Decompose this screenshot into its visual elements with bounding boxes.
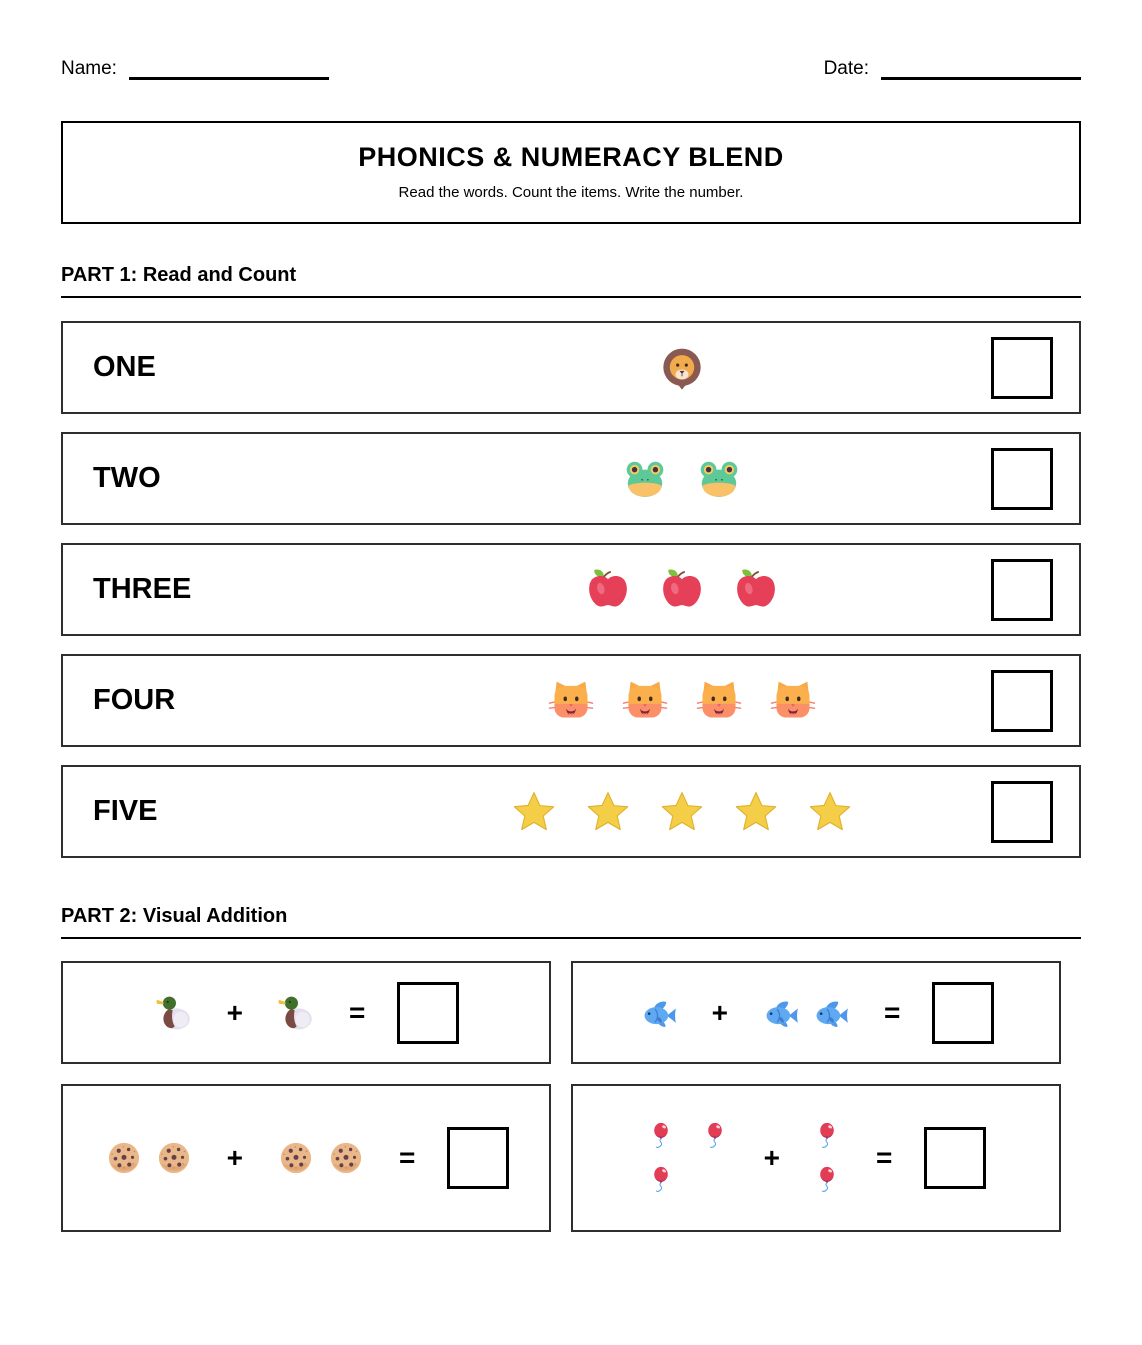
equals-sign: =	[399, 1142, 416, 1173]
addition-problem-fish	[571, 961, 1061, 1064]
apple-icon	[733, 567, 779, 613]
star-icon	[659, 789, 705, 835]
equals-sign: =	[349, 996, 366, 1028]
cat-icon	[548, 678, 594, 724]
answer-box[interactable]	[447, 1127, 509, 1189]
balloon-icon	[812, 1121, 842, 1151]
answer-box[interactable]	[991, 670, 1053, 732]
cat-icon	[622, 678, 668, 724]
addition-problem-balloons	[571, 1084, 1061, 1232]
duck-icon	[153, 992, 195, 1034]
fish-icon	[760, 992, 802, 1034]
addend-group-left	[646, 1121, 732, 1195]
part1-heading: PART 1: Read and Count	[61, 264, 1081, 298]
star-icon	[511, 789, 557, 835]
apple-icon	[585, 567, 631, 613]
answer-box[interactable]	[932, 982, 994, 1044]
worksheet-instructions: Read the words. Count the items. Write the number.	[398, 184, 744, 201]
answer-box[interactable]	[991, 448, 1053, 510]
cookie-icon	[325, 1137, 367, 1179]
emoji-group	[373, 456, 991, 502]
date-input-line[interactable]	[881, 64, 1081, 80]
addend-group-right	[812, 1121, 844, 1195]
addend-group-left	[638, 992, 680, 1034]
date-label: Date:	[823, 58, 869, 79]
date-field	[824, 58, 1081, 80]
emoji-group	[373, 567, 991, 613]
plus-sign: +	[763, 1142, 780, 1173]
star-icon	[807, 789, 853, 835]
balloon-icon	[646, 1165, 676, 1195]
read-count-row-three	[61, 543, 1081, 636]
answer-box[interactable]	[991, 781, 1053, 843]
addition-problem-ducks	[61, 961, 551, 1064]
equals-sign: =	[884, 996, 901, 1028]
plus-sign: +	[226, 1142, 243, 1173]
star-icon	[585, 789, 631, 835]
duck-icon	[275, 992, 317, 1034]
balloon-icon	[646, 1121, 676, 1151]
equals-sign: =	[876, 1142, 893, 1173]
cookie-icon	[103, 1137, 145, 1179]
balloon-icon	[700, 1121, 730, 1151]
number-word: TWO	[93, 462, 161, 494]
emoji-group	[373, 345, 991, 391]
number-word: ONE	[93, 351, 156, 383]
addend-group-right	[760, 992, 852, 1034]
fish-icon	[638, 992, 680, 1034]
apple-icon	[659, 567, 705, 613]
cat-icon	[696, 678, 742, 724]
fish-icon	[810, 992, 852, 1034]
answer-box[interactable]	[397, 982, 459, 1044]
read-count-row-four	[61, 654, 1081, 747]
addend-group-right	[275, 992, 317, 1034]
name-label: Name:	[61, 58, 117, 79]
plus-sign: +	[711, 996, 728, 1028]
number-word: FOUR	[93, 684, 176, 716]
frog-icon	[622, 456, 668, 502]
name-input-line[interactable]	[129, 64, 329, 80]
number-word: FIVE	[93, 795, 158, 827]
plus-sign: +	[226, 996, 243, 1028]
answer-box[interactable]	[924, 1127, 986, 1189]
cookie-icon	[275, 1137, 317, 1179]
worksheet-title: PHONICS & NUMERACY BLEND	[358, 142, 784, 172]
part2-heading: PART 2: Visual Addition	[61, 905, 1081, 939]
title-box	[61, 121, 1081, 224]
read-count-row-five	[61, 765, 1081, 858]
cookie-icon	[153, 1137, 195, 1179]
frog-icon	[696, 456, 742, 502]
addend-group-left	[103, 1137, 195, 1179]
name-date-row	[61, 58, 1081, 80]
addend-group-right	[275, 1137, 367, 1179]
balloon-icon	[812, 1165, 842, 1195]
addition-problem-cookies	[61, 1084, 551, 1232]
addend-group-left	[153, 992, 195, 1034]
part1-rows	[61, 321, 1081, 858]
cat-icon	[770, 678, 816, 724]
read-count-row-two	[61, 432, 1081, 525]
answer-box[interactable]	[991, 559, 1053, 621]
lion-icon	[659, 345, 705, 391]
star-icon	[733, 789, 779, 835]
emoji-group	[373, 789, 991, 835]
part2-grid	[61, 961, 1081, 1232]
number-word: THREE	[93, 573, 192, 605]
name-field	[61, 58, 329, 80]
emoji-group	[373, 678, 991, 724]
read-count-row-one	[61, 321, 1081, 414]
answer-box[interactable]	[991, 337, 1053, 399]
